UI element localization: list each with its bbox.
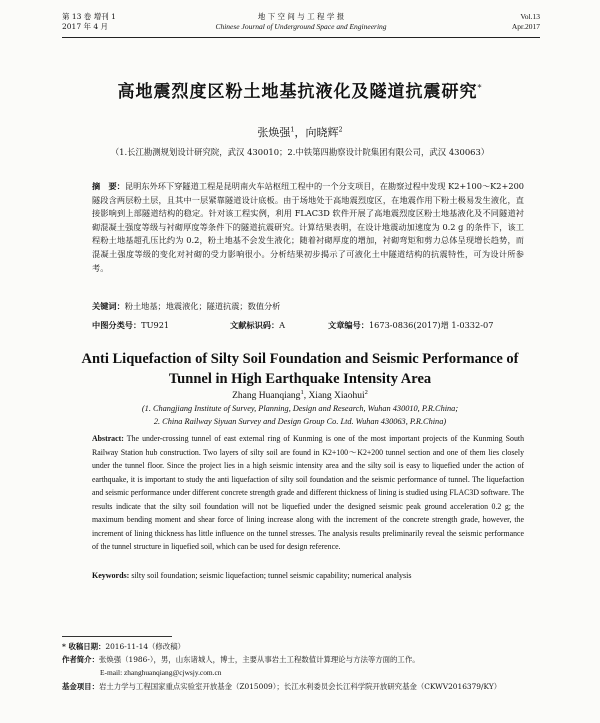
received-label: * 收稿日期： [62,642,106,651]
article-number-label: 文章编号： [328,320,369,330]
title-footnote-mark: * [477,83,483,93]
affiliation-cn: （1.长江勘测规划设计研究院，武汉 430010；2.中铁第四勘察设计院集团有限公司，武汉 430063） [110,147,490,157]
author-cn-2: 向晓辉 [305,126,339,139]
footnote-received [62,641,540,652]
header-volume-en: Vol.13 [520,12,540,21]
abstract-cn-label: 摘 要： [92,181,125,191]
author-en-1: Zhang Huanqiang [232,391,301,402]
author-cn-1: 张焕强 [257,126,291,139]
header-journal-en: Chinese Journal of Underground Space and Engineering [215,22,387,31]
header-vol-en [512,12,540,32]
footnote-email: E-mail: zhanghuanqiang@cjwsjy.com.cn [100,668,222,677]
keywords-en [92,571,524,580]
header-journal [62,12,540,32]
abstract-en-label: Abstract: [92,434,124,443]
title-cn [0,77,600,102]
title-en-line1: Anti Liquefaction of Silty Soil Foundation and Seismic Performance of [81,351,519,367]
article-number [328,320,493,331]
keywords-cn-text: 粉土地基；地震液化；隧道抗震；数值分析 [124,301,281,311]
affiliation-en [0,403,600,428]
footnote-author-bio [62,654,540,665]
footnote-divider [62,636,172,637]
header-divider [62,37,540,38]
affiliation-en-line2: 2. China Railway Siyuan Survey and Design Group Co. Ltd. Wuhan 430063, P.R.China) [153,416,447,426]
authors-en [0,389,600,401]
authors-cn [0,124,600,140]
header-journal-cn: 地 下 空 间 与 工 程 学 报 [257,12,345,21]
fund-text: 岩土力学与工程国家重点实验室开放基金（Z015009）；长江水利委员会长江科学院开放研究基金（CKWV2016379/KY） [98,682,502,691]
clc-label: 中图分类号： [92,320,142,330]
author-en-2-affil: 2 [364,389,368,396]
article-number-value: 1673-0836(2017)增 1-0332-07 [368,320,494,330]
document-code [230,320,285,331]
clc-value: TU921 [141,320,170,330]
running-header [62,12,540,36]
author-bio-label: 作者简介： [62,655,99,664]
author-en-separator: , [303,391,309,402]
keywords-cn [92,301,524,312]
abstract-en-text: The under-crossing tunnel of east external ring of Kunming is one of the most important projects of the Kunming South Railway Station hub construction. Two layers of silty soil are found in K2+100～K2+200 tunnel section and one of them lies closely under the tunnel floor. Since the project lies in a high seismic intensity area and the silty soil is easy to liquefied under the action of earthquake, it is important to study the anti liquefaction of silty soil foundation and the seismic performance of tunnel. The liquefaction and seismic performance under different concrete strength grade and different thickness of lining is studied using FLAC3D software. The results indicate that the silty soil foundation will not be liquefied under the designed seismic peak ground acceleration 0.2 g; the maximum bending moment and shear force of lining increase along with the increment of the concrete strength grade, however, the increment of lining thickness has little influence on the tunnel stresses. The analysis results preliminarily reveal the seismic performance of the tunnel structure in liquefied soil, which can be used for design reference. [92,434,524,551]
header-date-en: Apr.2017 [511,22,540,31]
author-bio-text: 张焕强（1986-），男，山东诸城人，博士，主要从事岩土工程数值计算理论与方法等方面的工作。 [98,655,420,664]
keywords-en-text: silty soil foundation; seismic liquefaction; tunnel seismic capability; numerical analysis [131,571,412,580]
title-cn-text: 高地震烈度区粉土地基抗液化及隧道抗震研究 [117,82,478,102]
title-en [0,349,600,389]
clc-number [92,320,169,331]
keywords-en-label: Keywords: [92,571,130,580]
header-date-cn: 2017 年 4 月 [62,22,109,31]
author-cn-separator: ， [294,126,306,139]
author-cn-1-affil: 1 [290,125,295,134]
footnote-fund [62,681,540,692]
author-cn-2-affil: 2 [338,125,343,134]
header-volume-issue: 第 13 卷 增刊 1 [62,12,116,21]
received-text: 2016-11-14（修改稿） [105,642,185,651]
fund-label: 基金项目： [62,682,99,691]
keywords-cn-label: 关键词： [92,301,125,311]
author-en-1-affil: 1 [300,389,304,396]
abstract-en [92,432,524,554]
doc-code-label: 文献标识码： [230,320,280,330]
doc-code-value: A [279,320,286,330]
title-en-line2: Tunnel in High Earthquake Intensity Area [168,371,432,387]
affiliation-en-line1: (1. Changjiang Institute of Survey, Planning, Design and Research, Wuhan 430010, P.R.China; [141,404,459,413]
abstract-cn [92,180,524,275]
author-en-2: Xiang Xiaohui [308,391,365,402]
abstract-cn-text: 昆明东外环下穿隧道工程是昆明南火车站枢纽工程中的一个分支项目，在勘察过程中发现 K2+100～K2+200 隧段含两层粉土层，且其中一层紧靠隧道设计底板。由于场地处于高地震烈度区，在地震作用下粉土极易发生液化，直接影响到上部隧道结构的稳定。针对该工程实例，利用 FLAC3D 软件开展了高地震烈度区粉土地基液化及不同隧道衬砌混凝土强度等级与衬砌厚度等条件下的隧道抗震研究。计算结果表明，在设计地震动加速度为 0.2 g 的条件下，该工程粉土地基超孔压比约为 0.2，粉土地基不会发生液化；随着衬砌厚度的增加，衬砌弯矩和剪力总体呈现增长趋势，而混凝土强度等级的变化对衬砌的受力影响很小。分析结果初步揭示了可液化土中隧道结构的抗震特性，可为设计所参考。 [92,181,524,273]
